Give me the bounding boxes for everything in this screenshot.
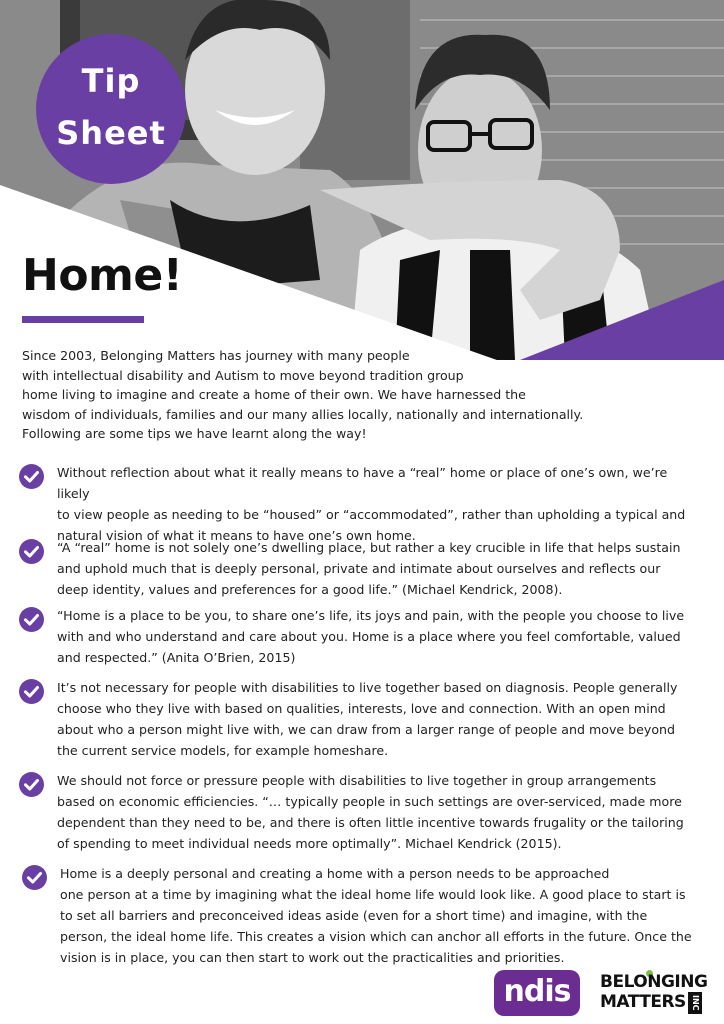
- intro-line: home living to imagine and create a home of their own. We have harnessed the: [22, 387, 526, 402]
- tip-line: about who a person might live with, we can draw from a larger range of people and move beyond: [57, 722, 676, 737]
- tip-line: Without reflection about what it really means to have a “real” home or place of one’s own, we’re likely: [57, 465, 668, 501]
- ndis-logo-text: ndis: [503, 974, 571, 1009]
- tip-line: and uphold much that is deeply personal, private and intimate about ourselves and reflects our: [57, 561, 661, 576]
- tip-text: [60, 863, 705, 968]
- intro-line: Since 2003, Belonging Matters has journey with many people: [22, 348, 410, 363]
- intro-line: wisdom of individuals, families and our many allies locally, nationally and internationally.: [22, 406, 584, 422]
- tip-line: “A “real” home is not solely one’s dwelling place, but rather a key crucible in life that helps sustain: [57, 540, 681, 555]
- logo-line1: BELONGING: [600, 972, 708, 992]
- tip-line: deep identity, values and preferences for a good life.” (Michael Kendrick, 2008).: [57, 582, 563, 597]
- intro-paragraph: [22, 346, 622, 444]
- tip-line: “Home is a place to be you, to share one’s life, its joys and pain, with the people you choose to live: [57, 608, 685, 623]
- badge-line1: Tip: [81, 62, 141, 100]
- belonging-matters-logo: [600, 972, 710, 1018]
- intro-line: Following are some tips we have learnt along the way!: [22, 426, 367, 441]
- title-underline: [22, 316, 144, 323]
- tip-line: person, the ideal home life. This creates a vision which can anchor all efforts in the future. Once the: [60, 929, 692, 944]
- tip-text: [57, 605, 702, 668]
- check-icon: [19, 464, 44, 489]
- tip-line: one person at a time by imagining what the ideal home life would look like. A good place to start is: [60, 887, 686, 902]
- check-icon: [19, 539, 44, 564]
- logo-line2: MATTERS: [600, 992, 686, 1012]
- tip-line: with and who understand and care about you. Home is a place where you feel comfortable, valued: [57, 629, 681, 644]
- tip-line: of spending to meet individual needs more optimally”. Michael Kendrick (2015).: [57, 836, 562, 851]
- tip-line: the current service models, for example homeshare.: [57, 743, 389, 758]
- check-icon: [19, 679, 44, 704]
- tip-sheet-badge: [36, 34, 186, 184]
- tip-line: dependent than they need to be, and there is often little incentive towards frugality or the tailoring: [57, 815, 684, 830]
- tip-line: Home is a deeply personal and creating a home with a person needs to be approached: [60, 866, 610, 881]
- intro-line: with intellectual disability and Autism to move beyond tradition group: [22, 367, 464, 383]
- tip-line: vision is in place, you can then start to work out the practicalities and priorities.: [60, 950, 565, 965]
- tip-line: to set all barriers and preconceived ideas aside (even for a short time) and imagine, with the: [60, 908, 648, 923]
- tip-line: choose who they live with based on qualities, interests, love and connection. With an open mind: [57, 701, 666, 716]
- logo-inc: INC: [688, 992, 702, 1014]
- tip-text: [57, 462, 702, 546]
- tip-line: It’s not necessary for people with disabilities to live together based on diagnosis. People generally: [57, 680, 678, 695]
- tip-line: We should not force or pressure people with disabilities to live together in group arrangements: [57, 773, 657, 788]
- page-title: Home!: [22, 250, 183, 301]
- tip-line: based on economic efficiencies. “… typically people in such settings are over-serviced, made more: [57, 794, 682, 809]
- ndis-logo: [494, 970, 580, 1016]
- tip-text: [57, 677, 702, 761]
- badge-line2: Sheet: [56, 114, 166, 152]
- check-icon: [22, 865, 47, 890]
- tip-text: [57, 537, 702, 600]
- tip-text: [57, 770, 702, 854]
- check-icon: [19, 607, 44, 632]
- tip-line: and respected.” (Anita O’Brien, 2015): [57, 650, 296, 665]
- check-icon: [19, 772, 44, 797]
- tip-line: natural vision of what it means to have one’s own home.: [57, 528, 416, 543]
- tip-line: to view people as needing to be “housed” or “accommodated”, rather than upholding a typical and: [57, 507, 686, 522]
